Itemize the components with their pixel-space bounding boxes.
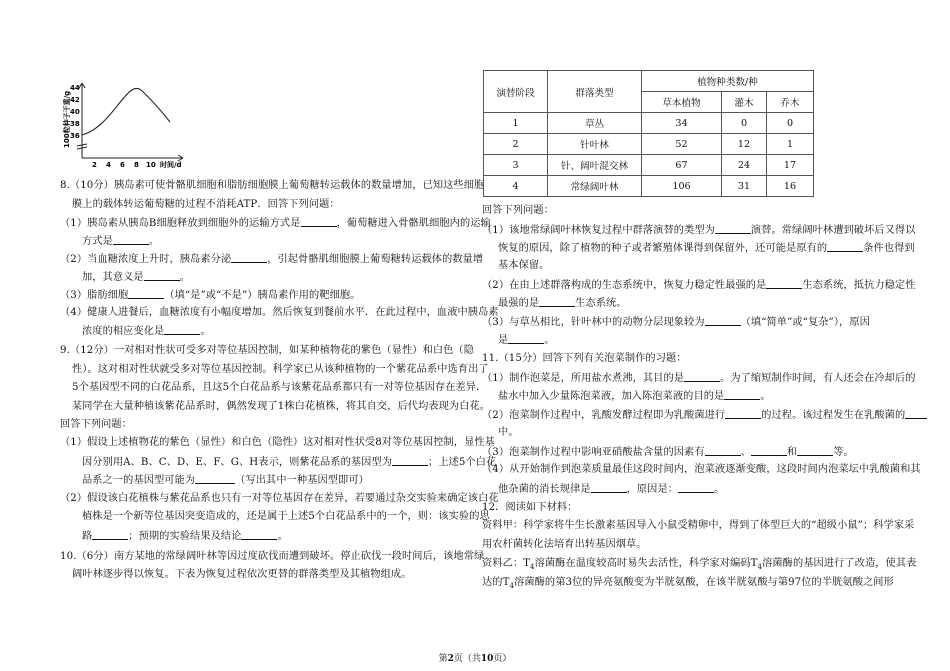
- q10-s3d: 。: [544, 335, 555, 346]
- header-herb: 草本植物: [642, 92, 722, 113]
- q9-sub1-line1: （1）假设上述植物花的紫色（显性）和白色（隐性）这对相对性状受8对等位基因控制，显性基: [60, 437, 495, 448]
- q10-s3c: 是: [498, 335, 509, 346]
- y-tick-40: 40: [70, 108, 80, 116]
- q10-sub3-line1: [482, 315, 870, 329]
- q10-sub1-line1: [482, 223, 916, 237]
- q10-line1: 10.（6分）南方某地的常绿阔叶林等因过度砍伐而遭到破坏。停止砍伐一段时间后，该地常绿: [60, 551, 485, 562]
- q11-line1: 11.（15分）回答下列有关泡菜制作的习题：: [482, 353, 687, 364]
- q8-s2a: （2）当血糖浓度上升时，胰岛素分泌: [60, 254, 232, 265]
- footer-page: 2: [447, 654, 454, 664]
- q12-l5b: 溶菌酶的第3位的异亮氨酸变为半胱氨酸，在该半胱氨酸与第97位的半胱氨酸之间形: [514, 577, 894, 588]
- q12-l4b: 溶菌酶在温度较高时易失去活性，科学家对编码T: [534, 558, 758, 569]
- answer-blank[interactable]: [128, 288, 164, 299]
- q8-s4c: 。: [200, 326, 211, 337]
- q8-sub3: [60, 288, 360, 302]
- cell-type: 针叶林: [548, 134, 642, 155]
- cell-tree: 17: [767, 155, 814, 176]
- q8-s2d: 。: [179, 272, 191, 283]
- q8-sub4-line2: [82, 324, 211, 338]
- cell-herb: 67: [642, 155, 722, 176]
- q10-sub1-line3: 基本保留。: [498, 260, 550, 271]
- answer-blank[interactable]: [591, 482, 627, 493]
- q11-s3c: 和: [786, 447, 798, 458]
- answer-blank[interactable]: [113, 234, 149, 245]
- cell-stage: 3: [484, 155, 548, 176]
- footer-a: 第: [438, 654, 448, 664]
- answer-blank[interactable]: [241, 529, 277, 540]
- cell-herb: 34: [642, 113, 722, 134]
- q9-s1c: ；上述5个白花: [428, 457, 497, 468]
- y-tick-36: 36: [70, 132, 80, 140]
- cell-tree: 16: [767, 176, 814, 197]
- q12-line5: [482, 576, 894, 593]
- answer-blank[interactable]: [231, 252, 267, 263]
- answer-blank[interactable]: [195, 473, 235, 484]
- q9-sub1-line3: [82, 473, 369, 487]
- q12-l4a: 资料乙：T: [482, 558, 531, 569]
- q8-s4b: 浓度的相应变化是: [82, 326, 165, 337]
- q11-s4d: 。: [714, 484, 725, 495]
- q9-s2e: 。: [277, 531, 288, 542]
- q8-s1a: （1）胰岛素从胰岛B细胞释放到细胞外的运输方式是: [60, 218, 301, 229]
- q10-s1d: 条件也得到: [863, 243, 915, 254]
- q10-sub1-line2: [498, 241, 915, 255]
- q10-sub2-line1: [482, 278, 916, 292]
- x-tick-6: 6: [120, 161, 125, 169]
- answer-blank[interactable]: [164, 324, 200, 335]
- cell-shrub: 0: [722, 113, 767, 134]
- q9-sub1-line2: [82, 455, 496, 469]
- cell-type: 针、阔叶混交林: [548, 155, 642, 176]
- cell-tree: 1: [767, 134, 814, 155]
- y-tick-42: 42: [70, 96, 80, 104]
- answer-blank[interactable]: [301, 216, 337, 227]
- cell-stage: 2: [484, 134, 548, 155]
- q9-line5: 回答下列问题：: [60, 419, 133, 430]
- cell-herb: 52: [642, 134, 722, 155]
- header-tree: 乔木: [767, 92, 814, 113]
- q9-s1d: 品系之一的基因型可能为: [82, 475, 196, 486]
- q11-s3a: （3）泡菜制作过程中影响亚硝酸盐含量的因素有: [482, 447, 705, 458]
- table-row: [484, 176, 814, 197]
- q11-sub4-line2: [498, 482, 724, 496]
- q9-s1e: （写出其中一种基因型即可）: [235, 475, 369, 486]
- footer-total: 10: [480, 654, 494, 664]
- q12-line4: [482, 557, 916, 574]
- cell-shrub: 12: [722, 134, 767, 155]
- cell-tree: 0: [767, 113, 814, 134]
- table-row: [484, 134, 814, 155]
- q12-l4sub: 4: [530, 563, 535, 572]
- q11-s1a: （1）制作泡菜是，所用盐水煮沸，其目的是: [482, 373, 685, 384]
- q9-s2d: ；预期的实验结果及结论: [128, 531, 242, 542]
- y-tick-44: 44: [70, 84, 80, 92]
- q9-s2c: 路: [82, 531, 93, 542]
- q11-s4b: 他杂菌的消长规律是: [498, 484, 591, 495]
- q10-s2d: 生态系统。: [575, 298, 627, 309]
- weight-curve: [82, 88, 170, 135]
- q11-s4c: ，原因是：: [626, 484, 679, 495]
- answer-blank[interactable]: [766, 278, 802, 289]
- q8-sub1-line2: [82, 234, 159, 248]
- table-header-row: [484, 71, 814, 92]
- q12-l4sub2: 4: [757, 563, 763, 572]
- q10-s3b: （填“简单”或“复杂”），原因: [740, 317, 870, 328]
- q8-s1d: 。: [148, 236, 160, 247]
- q12-l5a: 达的T: [482, 577, 510, 588]
- q11-sub2-line2: 中。: [498, 427, 519, 438]
- q10-sub3-line2: [498, 333, 555, 347]
- q8-sub2-line2: [82, 270, 190, 284]
- q8-s2c: 加，其意义是: [82, 272, 144, 283]
- answer-blank[interactable]: [144, 270, 180, 281]
- q11-s2b: 的过程。该过程发生在乳酸菌的: [761, 410, 906, 421]
- q11-sub4-line1: （4）从开始制作到泡菜质量最佳这段时间内，泡菜液逐渐变酸，这段时间内泡菜坛中乳酸菌和其: [482, 464, 921, 475]
- q10-sub2-line2: [498, 296, 627, 310]
- q11-s1c: 盐水中加入少量陈泡菜液，加入陈泡菜液的目的是: [498, 391, 725, 402]
- q10-s2c: 最强的是: [498, 298, 540, 309]
- answer-blank[interactable]: [725, 408, 761, 419]
- q10-line2: 阔叶林逐步得以恢复。下表为恢复过程依次更替的群落类型及其植物组成。: [72, 569, 412, 580]
- q9-line2: 性）。这对相对性状就受多对等位基因控制。科学家已从该种植物的一个紫花品系中选育出了: [72, 364, 489, 375]
- page-footer: [0, 651, 950, 664]
- answer-blank[interactable]: [392, 455, 428, 466]
- table-row: [484, 113, 814, 134]
- table-row: [484, 155, 814, 176]
- cell-stage: 4: [484, 176, 548, 197]
- x-tick-4: 4: [106, 161, 111, 169]
- q9-line1: 9.（12分）一对相对性状可受多对等位基因控制，如某种植物花的紫色（显性）和白色（隐: [60, 345, 475, 356]
- q11-sub2-line1: [482, 408, 927, 422]
- answer-blank[interactable]: [678, 482, 714, 493]
- header-community-type: 群落类型: [548, 71, 642, 113]
- header-species-count: 植物种类数/种: [642, 71, 814, 92]
- q11-sub1-line2: [498, 389, 771, 403]
- q10-s2b: 生态系统，抵抗力稳定性: [802, 280, 916, 291]
- q8-line2: 膜上的载体转运葡萄糖的过程不消耗ATP．回答下列问题：: [72, 199, 340, 210]
- q12-line2: 资料甲：科学家将牛生长激素基因导入小鼠受精卵中，得到了体型巨大的“超级小鼠”；科学家采: [482, 520, 915, 531]
- cell-type: 草丛: [548, 113, 642, 134]
- q12-l4c: 溶菌酶的基因进行了改造，使其表: [762, 558, 917, 569]
- q11-s3b: 、: [740, 447, 751, 458]
- answer-blank[interactable]: [508, 333, 544, 344]
- footer-c: 页）: [493, 654, 512, 664]
- q9-sub2-line1: （2）假设该白花植株与紫花品系也只有一对等位基因存在差异，若要通过杂交实验来确定该白花: [60, 493, 499, 504]
- x-tick-2: 2: [92, 161, 97, 169]
- answer-blank[interactable]: [539, 296, 575, 307]
- q9-sub2-line2: 植株是一个新等位基因突变造成的，还是属于上述5个白花品系中的一个，则：该实验的思: [82, 511, 490, 522]
- cell-stage: 1: [484, 113, 548, 134]
- q9-sub2-line3: [82, 529, 288, 543]
- cell-shrub: 31: [722, 176, 767, 197]
- answer-blank[interactable]: [705, 315, 741, 326]
- cell-herb: 106: [642, 176, 722, 197]
- q11-s1d: 。: [760, 391, 771, 402]
- q9-s1b: 因分别用A、B、C、D、E、F、G、H表示，则紫花品系的基因型为: [82, 457, 393, 468]
- y-axis-label: 100粒种子干重/g: [63, 90, 71, 148]
- q12-l5sub: 4: [509, 582, 515, 591]
- q9-line3: 5个基因型不同的白花品系，且这5个白花品系与该紫花品系都只有一对等位基因存在差异．: [72, 382, 487, 393]
- q8-sub1-line1: [60, 216, 491, 230]
- x-tick-8: 8: [134, 161, 139, 169]
- q8-s2b: ，引起骨骼肌细胞膜上葡萄糖转运载体的数量增: [267, 254, 484, 265]
- q8-s3a: （3）脂肪细胞: [60, 290, 129, 301]
- q11-s3d: 等。: [833, 447, 854, 458]
- seed-dry-weight-graph: [60, 82, 220, 174]
- q8-line1: 8.（10分）胰岛素可使骨骼肌细胞和脂肪细胞膜上葡萄糖转运载体的数量增加，已知这些细胞: [60, 180, 485, 191]
- answer-blank[interactable]: [705, 445, 741, 456]
- answer-blank[interactable]: [92, 529, 128, 540]
- answer-blank[interactable]: [905, 408, 927, 419]
- q11-sub3: [482, 445, 854, 459]
- q12-line1: 12．阅读如下材料：: [482, 502, 578, 513]
- q10-s3a: （3）与草丛相比，针叶林中的动物分层现象较为: [482, 317, 705, 328]
- q8-s3b: （填“是”或“不是”）胰岛素作用的靶细胞。: [164, 290, 361, 301]
- answer-blank[interactable]: [797, 445, 833, 456]
- q11-s2a: （2）泡菜制作过程中，乳酸发酵过程即为乳酸菌进行: [482, 410, 726, 421]
- answer-blank[interactable]: [715, 223, 751, 234]
- header-stage: 演替阶段: [484, 71, 548, 113]
- q12-line3: 用农杆菌转化法培育出转基因烟草。: [482, 539, 647, 550]
- answer-blank[interactable]: [751, 445, 787, 456]
- graph-axes: [77, 83, 183, 161]
- q10-intro: 回答下列问题：: [482, 205, 555, 216]
- q8-sub4-line1: （4）健康人进餐后，血糖浓度有小幅度增加。然后恢复到餐前水平．在此过程中，血液中胰岛素: [60, 307, 499, 318]
- q10-s2a: （2）在由上述群落构成的生态系统中，恢复力稳定性最强的是: [482, 280, 767, 291]
- answer-blank[interactable]: [827, 241, 863, 252]
- answer-blank[interactable]: [684, 371, 720, 382]
- answer-blank[interactable]: [724, 389, 760, 400]
- q8-sub2-line1: [60, 252, 483, 266]
- q10-s1c: 恢复的原因，除了植物的种子或者繁殖体课得到保留外，还可能是原有的: [498, 243, 828, 254]
- q10-s1b: 演替。常绿阔叶林遭到破坏后又得以: [750, 225, 916, 236]
- q9-line4: 某同学在大量种植该紫花品系时，偶然发现了1株白花植株，将其自交，后代均表现为白花。: [72, 401, 491, 412]
- q8-s1b: ，葡萄糖进入骨骼肌细胞内的运输: [336, 218, 491, 229]
- q8-s1c: 方式是: [82, 236, 113, 247]
- y-tick-38: 38: [70, 120, 80, 128]
- x-axis-label: 时间/d: [160, 161, 182, 169]
- cell-type: 常绿阔叶林: [548, 176, 642, 197]
- x-tick-10: 10: [146, 161, 156, 169]
- header-shrub: 灌木: [722, 92, 767, 113]
- q10-s1a: （1）该地常绿阔叶林恢复过程中群落演替的类型为: [482, 225, 715, 236]
- q11-sub1-line1: [482, 371, 916, 385]
- cell-shrub: 24: [722, 155, 767, 176]
- footer-b: 页（共: [453, 654, 481, 664]
- succession-table: [483, 70, 814, 197]
- q11-s1b: 。为了缩短制作时间，有人还会在冷却后的: [720, 373, 916, 384]
